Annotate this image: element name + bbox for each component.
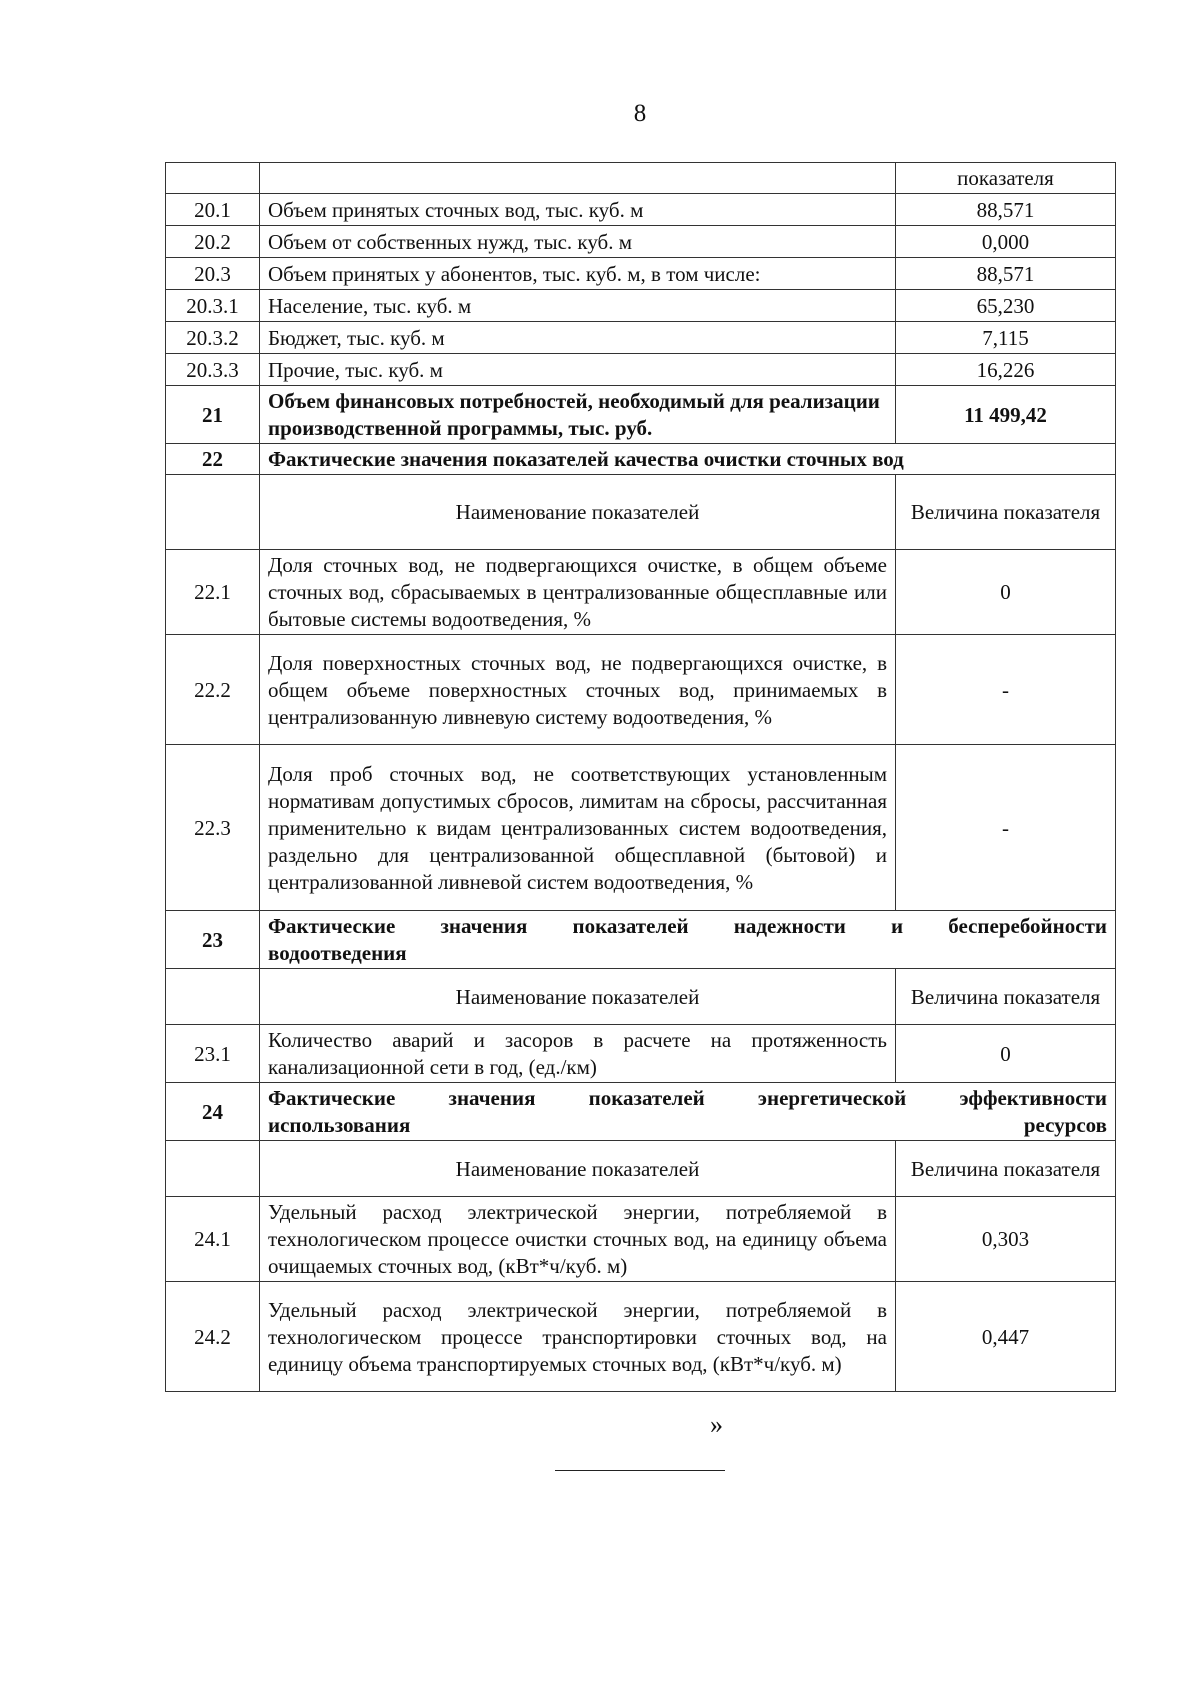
row-number: 23.1 bbox=[166, 1025, 260, 1083]
section-title: Фактические значения показателей качества очистки сточных вод bbox=[260, 444, 1116, 475]
row-value: 65,230 bbox=[896, 290, 1116, 322]
table-row bbox=[166, 322, 1116, 354]
value-column-header: показателя bbox=[896, 163, 1116, 194]
row-number: 20.3.3 bbox=[166, 354, 260, 386]
table-row bbox=[166, 290, 1116, 322]
row-value: 0 bbox=[896, 550, 1116, 635]
section-title-line: водоотведения bbox=[268, 941, 407, 965]
section-title-line: Фактические значения показателей энергетической эффективности bbox=[268, 1086, 1107, 1110]
row-number: 22.2 bbox=[166, 635, 260, 745]
section-title: Объем финансовых потребностей, необходимый для реализации производственной программы, тыс. руб. bbox=[260, 386, 896, 444]
subheader-row bbox=[166, 475, 1116, 550]
page-number: 8 bbox=[633, 100, 647, 127]
section-number: 24 bbox=[166, 1083, 260, 1141]
column-header-name: Наименование показателей bbox=[260, 969, 896, 1025]
empty-cell bbox=[166, 475, 260, 550]
row-number: 20.3.2 bbox=[166, 322, 260, 354]
section-24-header bbox=[166, 1083, 1116, 1141]
column-header-value: Величина показателя bbox=[896, 475, 1116, 550]
table-row bbox=[166, 258, 1116, 290]
table-row bbox=[166, 1197, 1116, 1282]
row-value: 16,226 bbox=[896, 354, 1116, 386]
row-name: Население, тыс. куб. м bbox=[260, 290, 896, 322]
row-name: Объем от собственных нужд, тыс. куб. м bbox=[260, 226, 896, 258]
row-name: Бюджет, тыс. куб. м bbox=[260, 322, 896, 354]
empty-cell bbox=[260, 163, 896, 194]
column-header-name: Наименование показателей bbox=[260, 475, 896, 550]
row-name: Количество аварий и засоров в расчете на протяженность канализационной сети в год, (ед./км) bbox=[260, 1025, 896, 1083]
table-row bbox=[166, 550, 1116, 635]
row-name: Доля проб сточных вод, не соответствующих установленным нормативам допустимых сбросов, лимитам на сбросы, рассчитанная применительно к видам централизованных систем водоотведения, раздельно для централизованной общесплавной (бытовой) и централизованной ливневой систем водоотведения, % bbox=[260, 745, 896, 911]
table-row bbox=[166, 226, 1116, 258]
column-header-name: Наименование показателей bbox=[260, 1141, 896, 1197]
row-number: 20.2 bbox=[166, 226, 260, 258]
subheader-row bbox=[166, 969, 1116, 1025]
row-value: 7,115 bbox=[896, 322, 1116, 354]
table-row bbox=[166, 635, 1116, 745]
section-21-row bbox=[166, 386, 1116, 444]
row-value: 88,571 bbox=[896, 258, 1116, 290]
row-number: 20.1 bbox=[166, 194, 260, 226]
row-number: 20.3 bbox=[166, 258, 260, 290]
table-row bbox=[166, 745, 1116, 911]
row-name: Объем принятых у абонентов, тыс. куб. м, в том числе: bbox=[260, 258, 896, 290]
row-name: Объем принятых сточных вод, тыс. куб. м bbox=[260, 194, 896, 226]
table-row bbox=[166, 194, 1116, 226]
row-value: 0,000 bbox=[896, 226, 1116, 258]
row-number: 20.3.1 bbox=[166, 290, 260, 322]
section-23-header bbox=[166, 911, 1116, 969]
column-header-value: Величина показателя bbox=[896, 1141, 1116, 1197]
row-name: Доля сточных вод, не подвергающихся очистке, в общем объеме сточных вод, сбрасываемых в централизованные общесплавные или бытовые системы водоотведения, % bbox=[260, 550, 896, 635]
table-row bbox=[166, 1282, 1116, 1392]
indicators-table bbox=[165, 162, 1116, 1392]
row-name: Прочие, тыс. куб. м bbox=[260, 354, 896, 386]
row-number: 24.2 bbox=[166, 1282, 260, 1392]
row-value: 0,447 bbox=[896, 1282, 1116, 1392]
row-name: Удельный расход электрической энергии, потребляемой в технологическом процессе очистки сточных вод, на единицу объема очищаемых сточных вод, (кВт*ч/куб. м) bbox=[260, 1197, 896, 1282]
row-number: 24.1 bbox=[166, 1197, 260, 1282]
row-number: 22.1 bbox=[166, 550, 260, 635]
row-name: Доля поверхностных сточных вод, не подвергающихся очистке, в общем объеме поверхностных сточных вод, принимаемых в централизованную ливневую систему водоотведения, % bbox=[260, 635, 896, 745]
row-value: 0 bbox=[896, 1025, 1116, 1083]
row-value: 0,303 bbox=[896, 1197, 1116, 1282]
section-value: 11 499,42 bbox=[896, 386, 1116, 444]
closing-quote: » bbox=[710, 1410, 723, 1439]
table-row bbox=[166, 354, 1116, 386]
row-number: 22.3 bbox=[166, 745, 260, 911]
row-value: 88,571 bbox=[896, 194, 1116, 226]
section-title bbox=[260, 911, 1116, 969]
section-title-line: использования ресурсов bbox=[268, 1113, 1107, 1137]
empty-cell bbox=[166, 969, 260, 1025]
row-value: - bbox=[896, 745, 1116, 911]
row-value: - bbox=[896, 635, 1116, 745]
section-22-header bbox=[166, 444, 1116, 475]
end-rule bbox=[555, 1470, 725, 1471]
section-number: 22 bbox=[166, 444, 260, 475]
subheader-row bbox=[166, 1141, 1116, 1197]
table-row bbox=[166, 1025, 1116, 1083]
table-header-continuation bbox=[166, 163, 1116, 194]
empty-cell bbox=[166, 163, 260, 194]
empty-cell bbox=[166, 1141, 260, 1197]
column-header-value: Величина показателя bbox=[896, 969, 1116, 1025]
section-number: 21 bbox=[166, 386, 260, 444]
section-title bbox=[260, 1083, 1116, 1141]
section-number: 23 bbox=[166, 911, 260, 969]
section-title-line: Фактические значения показателей надежности и бесперебойности bbox=[268, 914, 1107, 938]
row-name: Удельный расход электрической энергии, потребляемой в технологическом процессе транспортировки сточных вод, на единицу объема транспортируемых сточных вод, (кВт*ч/куб. м) bbox=[260, 1282, 896, 1392]
